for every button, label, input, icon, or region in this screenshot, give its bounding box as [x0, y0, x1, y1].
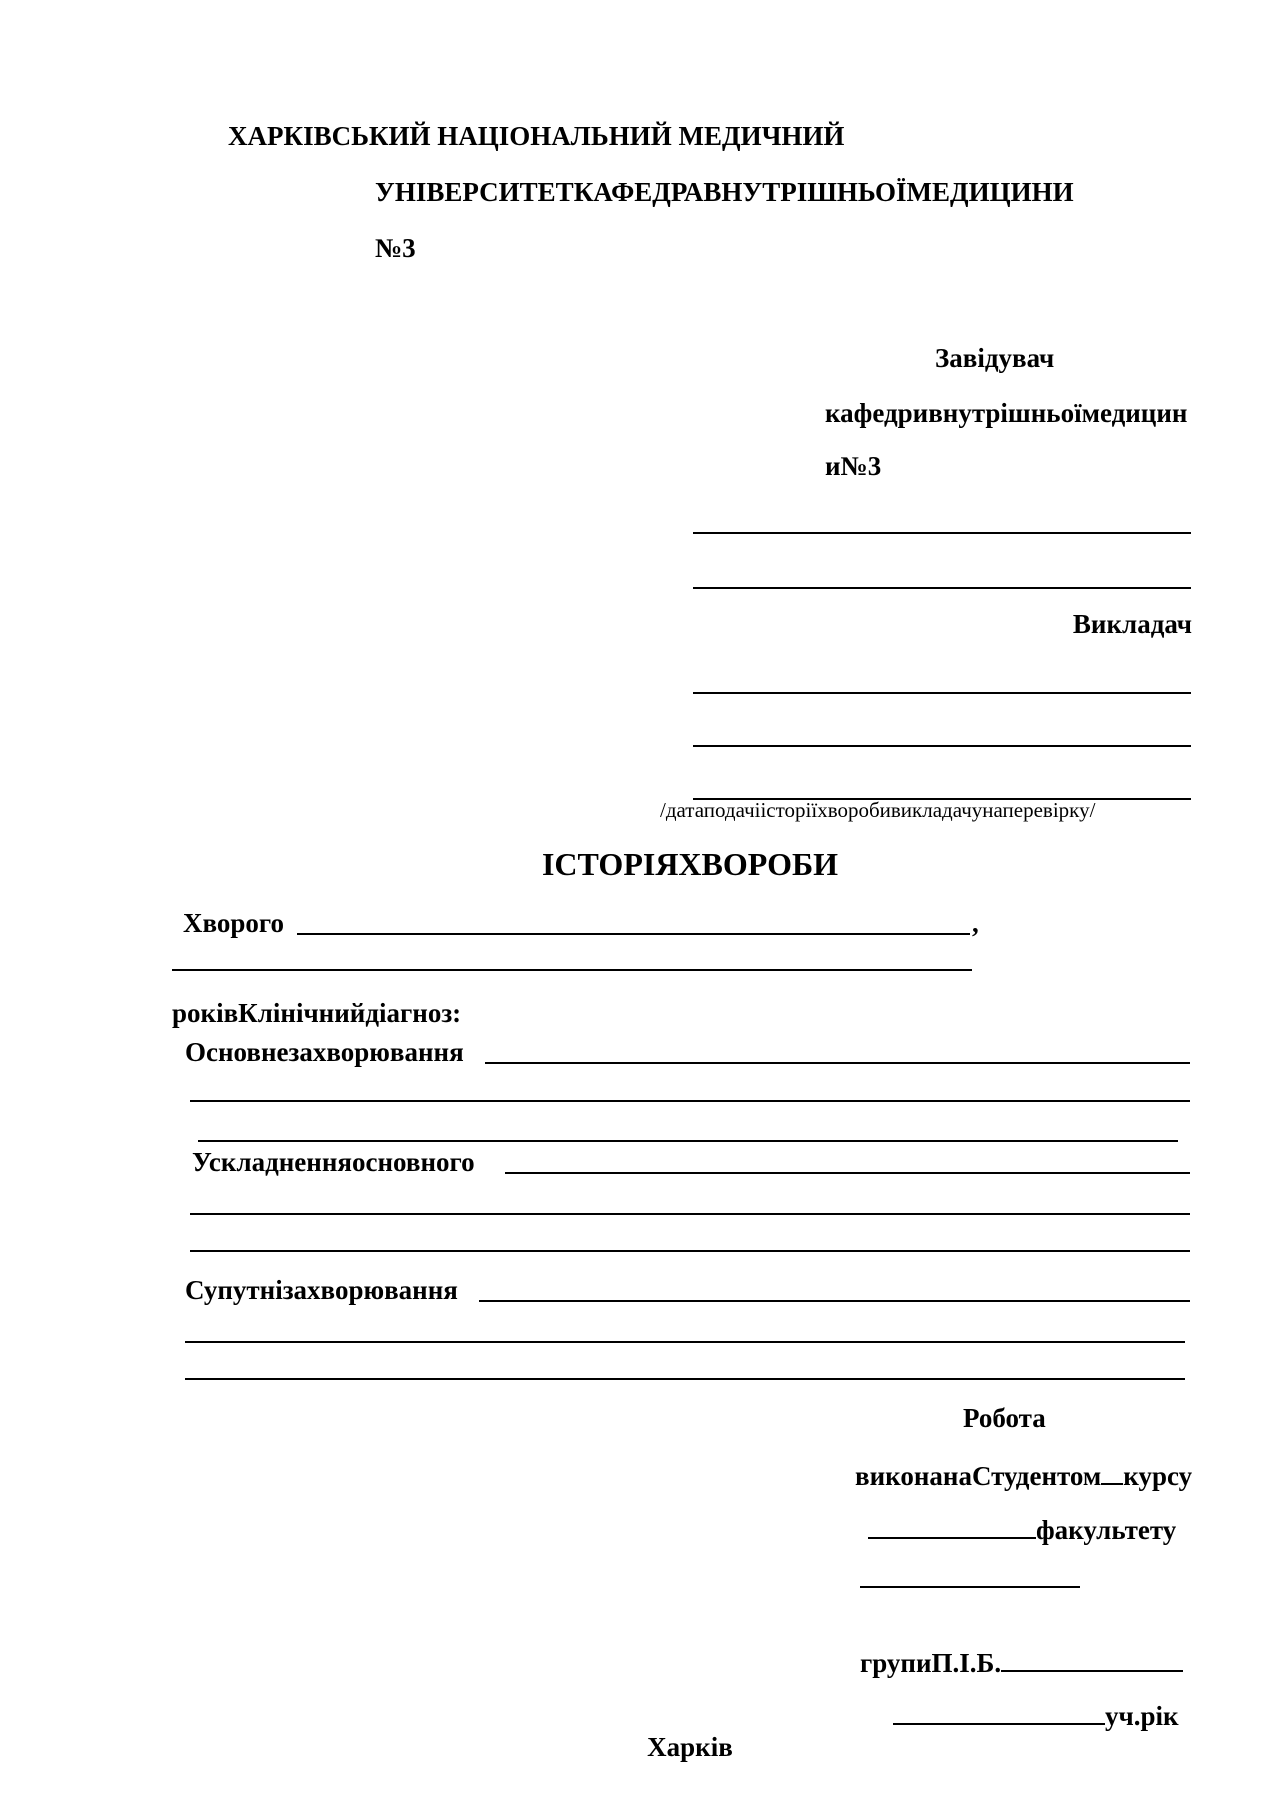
department-number: №3 [375, 233, 416, 263]
patient-comma: , [972, 908, 979, 938]
patient-label: Хворого [183, 908, 284, 938]
group-number-line [860, 1586, 1080, 1588]
submission-date-note: /датаподачіісторіїхворобивикладачунаперевірку/ [660, 798, 1096, 822]
faculty-label: факультету [1036, 1515, 1177, 1545]
course-number-blank [1101, 1457, 1123, 1485]
head-signature-line-2 [693, 587, 1191, 589]
page-title: ІСТОРІЯХВОРОБИ [541, 846, 839, 882]
university-name-line1: ХАРКІВСЬКИЙ НАЦІОНАЛЬНИЙ МЕДИЧНИЙ [228, 121, 845, 151]
faculty-line [868, 1511, 1176, 1546]
city-name: Харків [647, 1732, 733, 1762]
patient-name-line [297, 933, 970, 935]
comorbid-line-2 [185, 1341, 1185, 1343]
complications-line-1 [505, 1172, 1190, 1174]
main-disease-label: Основнезахворювання [185, 1037, 464, 1067]
student-name-blank [1001, 1644, 1183, 1672]
head-signature-line-1 [693, 532, 1191, 534]
comorbid-diseases-label: Супутнізахворювання [185, 1275, 458, 1305]
teacher-signature-line-2 [693, 745, 1191, 747]
head-of-department-label: Завідувач [935, 343, 1055, 373]
group-name-line [860, 1644, 1183, 1679]
academic-year-label: уч.рік [1105, 1701, 1179, 1731]
group-name-label: групиП.І.Б. [860, 1648, 1002, 1678]
course-label: курсу [1123, 1461, 1193, 1491]
work-label: Робота [963, 1403, 1046, 1433]
faculty-name-blank [868, 1511, 1036, 1539]
patient-info-line [172, 969, 972, 971]
department-line1: кафедривнутрішньоїмедицин [825, 398, 1188, 428]
performed-by-student-line [855, 1457, 1192, 1492]
complications-label: Ускладненняосновного [192, 1147, 475, 1177]
academic-year-blank [893, 1697, 1105, 1725]
complications-line-3 [190, 1250, 1190, 1252]
university-department-line2: УНІВЕРСИТЕТКАФЕДРАВНУТРІШНЬОЇМЕДИЦИНИ [375, 177, 1074, 207]
academic-year-line [893, 1697, 1179, 1732]
main-disease-line-2 [190, 1100, 1190, 1102]
performed-by-student-label: виконанаСтудентом [855, 1461, 1102, 1491]
comorbid-line-1 [479, 1300, 1190, 1302]
teacher-label: Викладач [1072, 609, 1192, 639]
comorbid-line-3 [185, 1378, 1185, 1380]
teacher-signature-line-1 [693, 692, 1191, 694]
department-line2: и№3 [825, 451, 882, 481]
complications-line-2 [190, 1213, 1190, 1215]
years-clinical-diagnosis-label: роківКлінічнийдіагноз: [172, 998, 462, 1028]
main-disease-line-1 [485, 1062, 1190, 1064]
main-disease-line-3 [198, 1140, 1178, 1142]
